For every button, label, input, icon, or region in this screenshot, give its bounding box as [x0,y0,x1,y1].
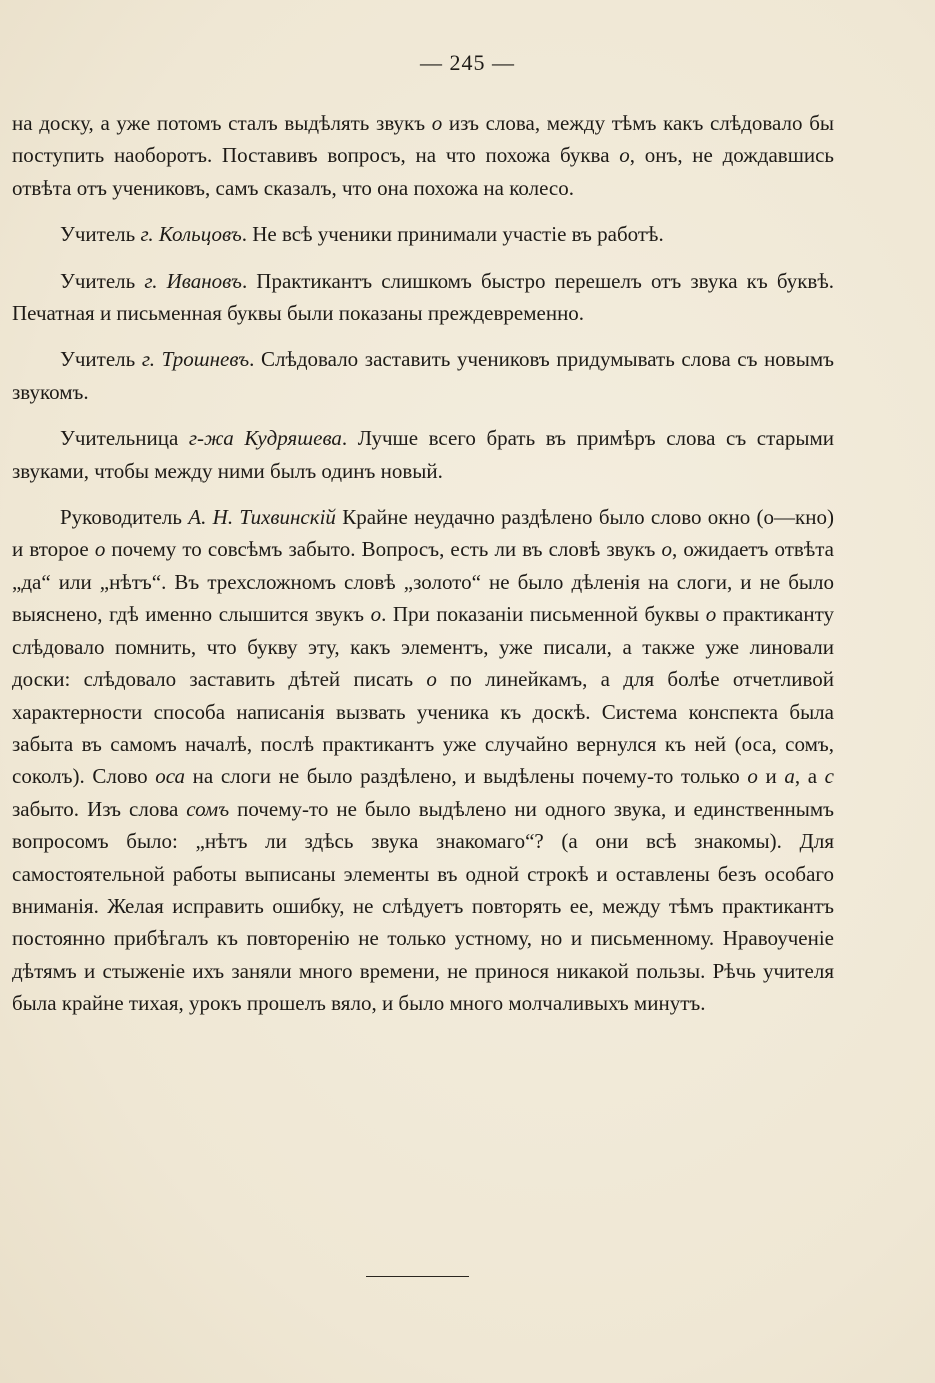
italic-run: о [747,764,758,789]
text-run: , ожидаетъ отвѣта „да“ или „нѣтъ“. Въ трехсложномъ словѣ „золото“ не было дѣленія на слоги, и не было выяснено, гдѣ именно слышится звукъ [12,537,834,627]
italic-run: г. Кольцовъ [140,222,242,247]
italic-run: с [824,764,834,789]
paragraph [12,265,834,330]
paragraph [12,422,834,487]
text-run: изъ слова, между тѣмъ какъ слѣдовало бы поступить наоборотъ. Поставивъ вопросъ, на что похожа буква [12,111,834,168]
text-run: . Не всѣ ученики принимали участіе въ работѣ. [241,222,664,247]
italic-run: г. Ивановъ [144,268,242,293]
italic-run: г-жа Кудряшева [188,426,342,451]
italic-run: оса [155,764,186,789]
paragraph [12,501,834,1020]
paragraph [12,218,834,250]
text-run: по линейкамъ, а для болѣе отчетливой характерности способа написанія вызвать ученика къ доскѣ. Система конспекта была забыта въ самомъ началѣ, послѣ практикантъ уже случайно вернулся къ ней (оса, сомъ, соколъ). Слово [12,667,835,789]
text-run: Учитель [60,268,145,293]
text-run: Крайне неудачно раздѣлено было слово окно (о—кно) и второе [12,505,834,562]
text-run: Руководитель [60,505,189,530]
italic-run: о [619,143,630,168]
text-run: практиканту слѣдовало помнить, что букву эту, какъ элементъ, уже писали, а также уже линовали доски: слѣдовало заставить дѣтей писать [12,602,835,692]
text-run: Учитель [60,347,142,372]
italic-run: сомъ [186,796,230,821]
text-run: . Слѣдовало заставить учениковъ придумывать слова съ новымъ звукомъ. [12,347,834,404]
text-run: Учительница [60,426,189,451]
italic-run: А. Н. Тихвинскій [188,505,336,530]
italic-run: о [94,537,106,562]
text-run: на слоги не было раздѣлено, и выдѣлены почему-то только [185,764,748,789]
text-run: . Практикантъ слишкомъ быстро перешелъ отъ звука къ буквѣ. Печатная и письменная буквы были показаны преждевременно. [12,268,834,326]
text-run: почему то совсѣмъ забыто. Вопросъ, есть ли въ словѣ звукъ [105,537,662,562]
text-run: . Лучше всего брать въ примѣръ слова съ старыми звуками, чтобы между ними былъ одинъ новый. [12,426,834,483]
italic-run: г. Трошневъ [141,347,250,372]
text-run: на доску, а уже потомъ сталъ выдѣлять звукъ [12,111,432,135]
text-run: и [757,764,785,789]
text-run: , а [794,764,825,789]
paragraph [12,107,834,204]
italic-run: о [426,667,437,692]
italic-run: о [705,602,717,627]
italic-run: о [661,537,672,562]
text-run: . При показаніи письменной буквы [381,602,706,627]
italic-run: а [784,764,795,789]
paragraph [12,343,834,408]
body-text [12,107,834,1034]
text-run: Учитель [60,222,141,247]
text-run: , онъ, не дождавшись отвѣта отъ учениковъ, самъ сказалъ, что она похожа на колесо. [12,143,834,200]
closing-rule [366,1276,469,1277]
italic-run: о [431,111,443,135]
text-run: забыто. Изъ слова [12,796,187,821]
text-run: почему-то не было выдѣлено ни одного звука, и единственнымъ вопросомъ было: „нѣтъ ли здѣсь звука знакомаго“? (а они всѣ знакомы). Для самостоятельной работы выписаны элементы въ одной строкѣ и оставлены безъ особаго вниманія. Желая исправить ошибку, не слѣдуетъ повторять ее, между тѣмъ практикантъ постоянно прибѣгалъ къ повторенію не только устному, но и письменному. Нравоученіе дѣтямъ и стыженіе ихъ заняли много времени, не принося никакой пользы. Рѣчь учителя была крайне тихая, урокъ прошелъ вяло, и было много молчаливыхъ минутъ. [12,796,834,1016]
italic-run: о [370,602,382,627]
page-number: — 245 — [420,50,515,75]
